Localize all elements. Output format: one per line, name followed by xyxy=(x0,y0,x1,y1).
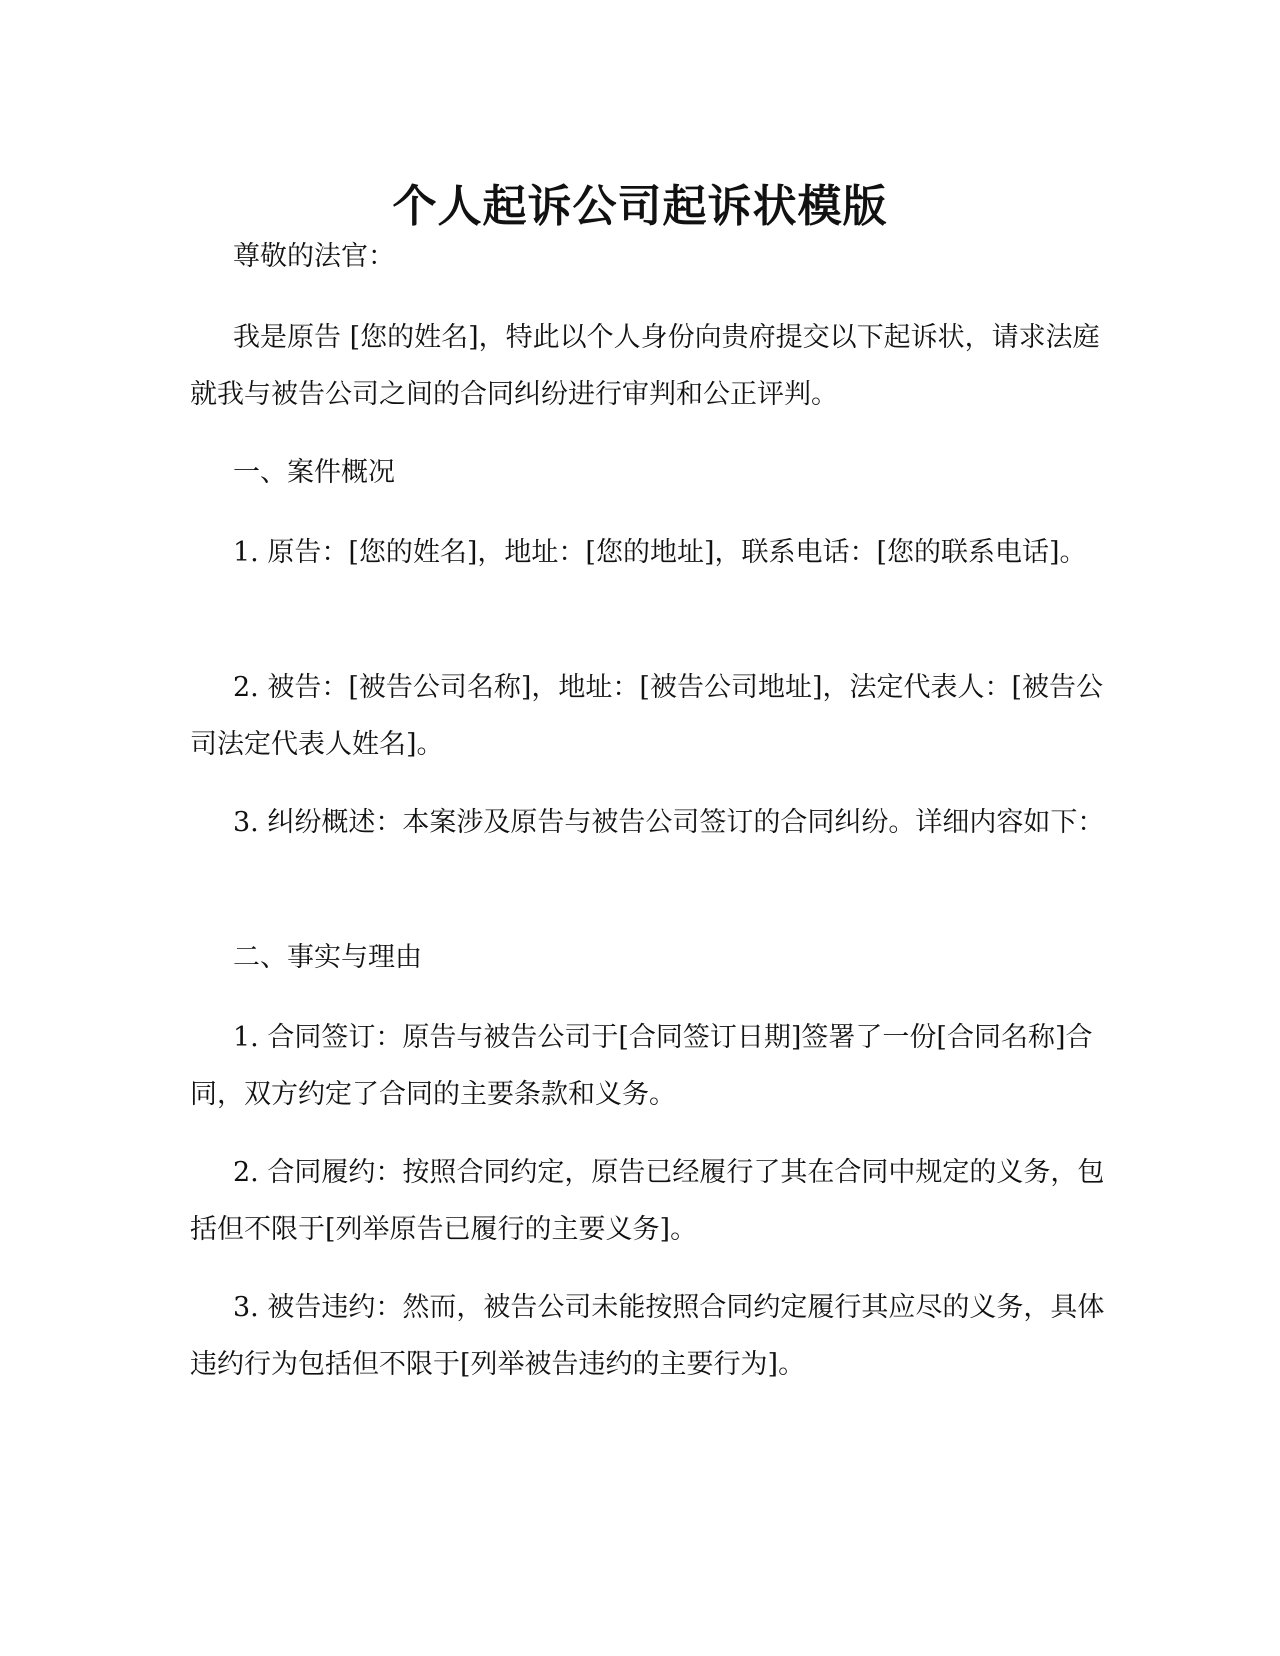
section2-item-2: 2. 合同履约：按照合同约定，原告已经履行了其在合同中规定的义务，包括但不限于[列举原告已履行的主要义务]。 xyxy=(190,1157,1105,1245)
section1-item-1: 1. 原告：[您的姓名]，地址：[您的地址]，联系电话：[您的联系电话]。 xyxy=(233,537,1087,568)
greeting: 尊敬的法官： xyxy=(233,241,395,272)
section2-heading: 二、事实与理由 xyxy=(233,942,422,973)
section1-item-2: 2. 被告：[被告公司名称]，地址：[被告公司地址]，法定代表人：[被告公司法定代表人姓名]。 xyxy=(190,672,1104,760)
document-title: 个人起诉公司起诉状模版 xyxy=(392,181,888,233)
section2-item-1: 1. 合同签订：原告与被告公司于[合同签订日期]签署了一份[合同名称]合同，双方约定了合同的主要条款和义务。 xyxy=(190,1022,1093,1110)
section1-item-3: 3. 纠纷概述：本案涉及原告与被告公司签订的合同纠纷。详细内容如下： xyxy=(233,807,1105,838)
section1-heading: 一、案件概况 xyxy=(233,457,395,488)
intro-paragraph: 我是原告 [您的姓名]，特此以个人身份向贵府提交以下起诉状，请求法庭就我与被告公司之间的合同纠纷进行审判和公正评判。 xyxy=(190,322,1100,410)
section2-item-3: 3. 被告违约：然而，被告公司未能按照合同约定履行其应尽的义务，具体违约行为包括但不限于[列举被告违约的主要行为]。 xyxy=(190,1292,1105,1380)
